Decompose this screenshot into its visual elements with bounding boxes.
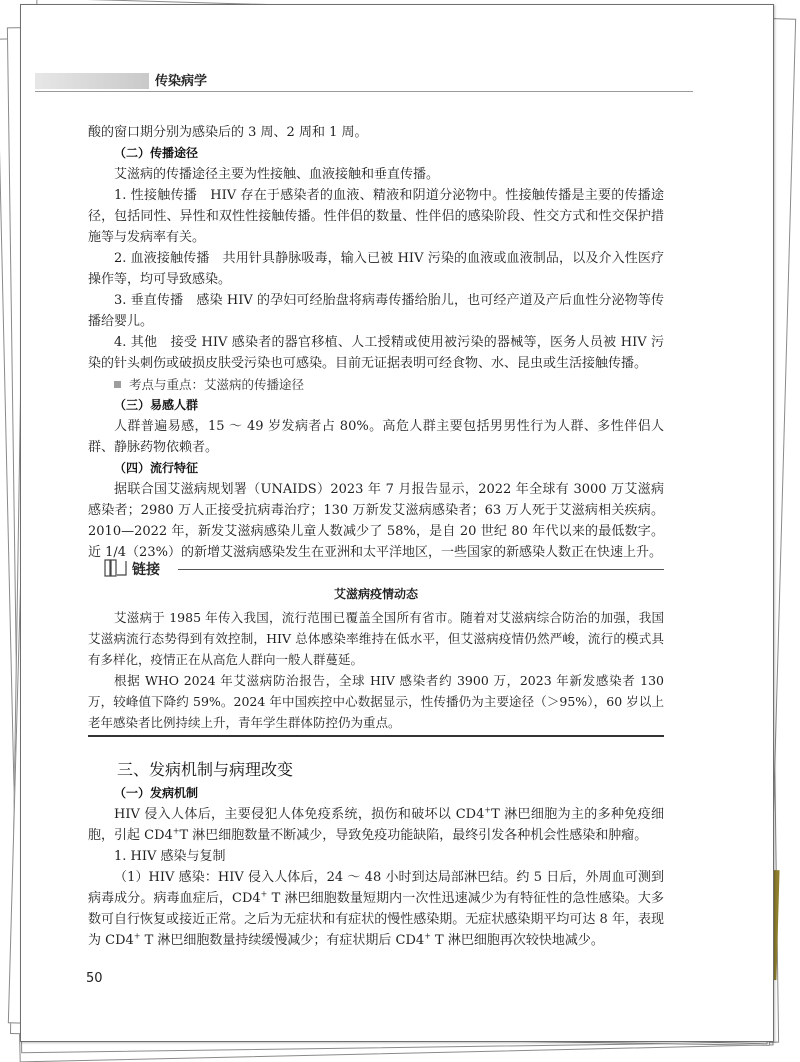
subheading-pathogenesis: （一）发病机制: [114, 786, 199, 800]
subheading-epidemiology: （四）流行特征: [114, 461, 199, 475]
header-rule: [35, 91, 693, 92]
paragraph-susceptible: 人群普遍易感，15 ～ 49 岁发病者占 80%。高危人群主要包括男男性行为人群、多性伴侣人群、静脉药物依赖者。: [88, 419, 664, 455]
key-point-text: 考点与重点：艾滋病的传播途径: [129, 377, 305, 392]
link-paragraph-1: 艾滋病于 1985 年传入我国，流行范围已覆盖全国所有省市。随着对艾滋病综合防治的加强，我国艾滋病流行态势得到有效控制，HIV 总体感染率维持在低水平，但艾滋病疫情仍然严峻，流行的模式具有多样化，疫情正在从高危人群向一般人群蔓延。: [88, 610, 664, 667]
paragraph-epidemiology: 据联合国艾滋病规划署（UNAIDS）2023 年 7 月报告显示，2022 年全球有 3000 万艾滋病感染者；2980 万人正接受抗病毒治疗；130 万新发艾滋病感染者；63 万人死于艾滋病相关疾病。2010—2022 年，新发艾滋病感染儿童人数减少了 58%，是自 20 世纪 80 年代以来的最低数字。近 1/4（23%）的新增艾滋病感染发生在亚洲和太平洋地区，一些国家的新感染人数正在快速上升。: [88, 482, 664, 560]
paragraph-blood-transmission: 2. 血液接触传播 共用针具静脉吸毒，输入已被 HIV 污染的血液或血液制品，以及介入性医疗操作等，均可导致感染。: [88, 251, 664, 287]
page-number: 50: [86, 971, 103, 986]
paragraph-sexual-transmission: 1. 性接触传播 HIV 存在于感染者的血液、精液和阴道分泌物中。性接触传播是主要的传播途径，包括同性、异性和双性性接触传播。性伴侣的数量、性伴侣的感染阶段、性交方式和性交保护措施等与发病率有关。: [88, 188, 664, 245]
link-rule: [178, 569, 664, 570]
paragraph-window-period: 酸的窗口期分别为感染后的 3 周、2 周和 1 周。: [88, 125, 368, 140]
key-point-square-icon: [114, 381, 121, 388]
section-text-block: [88, 783, 664, 951]
paragraph-transmission-intro: 艾滋病的传播途径主要为性接触、血液接触和垂直传播。: [114, 167, 440, 182]
subheading-hiv-infection: 1. HIV 感染与复制: [114, 849, 226, 864]
section-heading: 三、发病机制与病理改变: [117, 760, 294, 779]
book-icon: [104, 558, 128, 578]
subheading-transmission: （二）传播途径: [114, 146, 199, 160]
paragraph-other-transmission: 4. 其他 接受 HIV 感染者的器官移植、人工授精或使用被污染的器械等，医务人员被 HIV 污染的针头刺伤或破损皮肤受污染也可感染。目前无证据表明可经食物、水、昆虫或生活接触传播。: [88, 335, 664, 371]
subheading-susceptible: （三）易感人群: [114, 398, 199, 412]
link-title: 艾滋病疫情动态: [333, 587, 418, 601]
link-box-header: [88, 556, 664, 582]
running-title: 传染病学: [155, 74, 208, 89]
link-paragraph-2: 根据 WHO 2024 年艾滋病防治报告，全球 HIV 感染者约 3900 万，2023 年新发感染者 130 万，较峰值下降约 59%。2024 年中国疾控中心数据显示，性传播仍为主要途径（＞95%），60 岁以上老年感染者比例持续上升，青年学生群体防控仍为重点。: [88, 673, 664, 730]
header-bar: [35, 73, 149, 89]
paragraph-pathogenesis: HIV 侵入人体后，主要侵犯人体免疫系统，损伤和破坏以 CD4+T 淋巴细胞为主的多种免疫细胞，引起 CD4+T 淋巴细胞数量不断减少，导致免疫功能缺陷，最终引发各种机会性感染和肿瘤。: [88, 805, 664, 843]
link-bottom-rule: [88, 735, 664, 737]
paragraph-vertical-transmission: 3. 垂直传播 感染 HIV 的孕妇可经胎盘将病毒传播给胎儿，也可经产道及产后血性分泌物等传播给婴儿。: [88, 293, 664, 329]
key-point-line: [88, 374, 664, 395]
link-label: 链接: [132, 562, 160, 578]
paragraph-hiv-infection: （1）HIV 感染：HIV 侵入人体后，24 ～ 48 小时到达局部淋巴结。约 5 日后，外周血可测到病毒成分。病毒血症后，CD4+ T 淋巴细胞数量短期内一次性迅速减少为有特征性的急性感染。大多数可自行恢复或接近正常。之后为无症状和有症状的慢性感染期。无症状感染期平均可达 8 年，表现为 CD4+ T 淋巴细胞数量持续缓慢减少；有症状期后 CD4+ T 淋巴细胞再次较快地减少。: [88, 870, 664, 948]
link-content: [88, 584, 664, 733]
main-text-block: [88, 122, 664, 563]
